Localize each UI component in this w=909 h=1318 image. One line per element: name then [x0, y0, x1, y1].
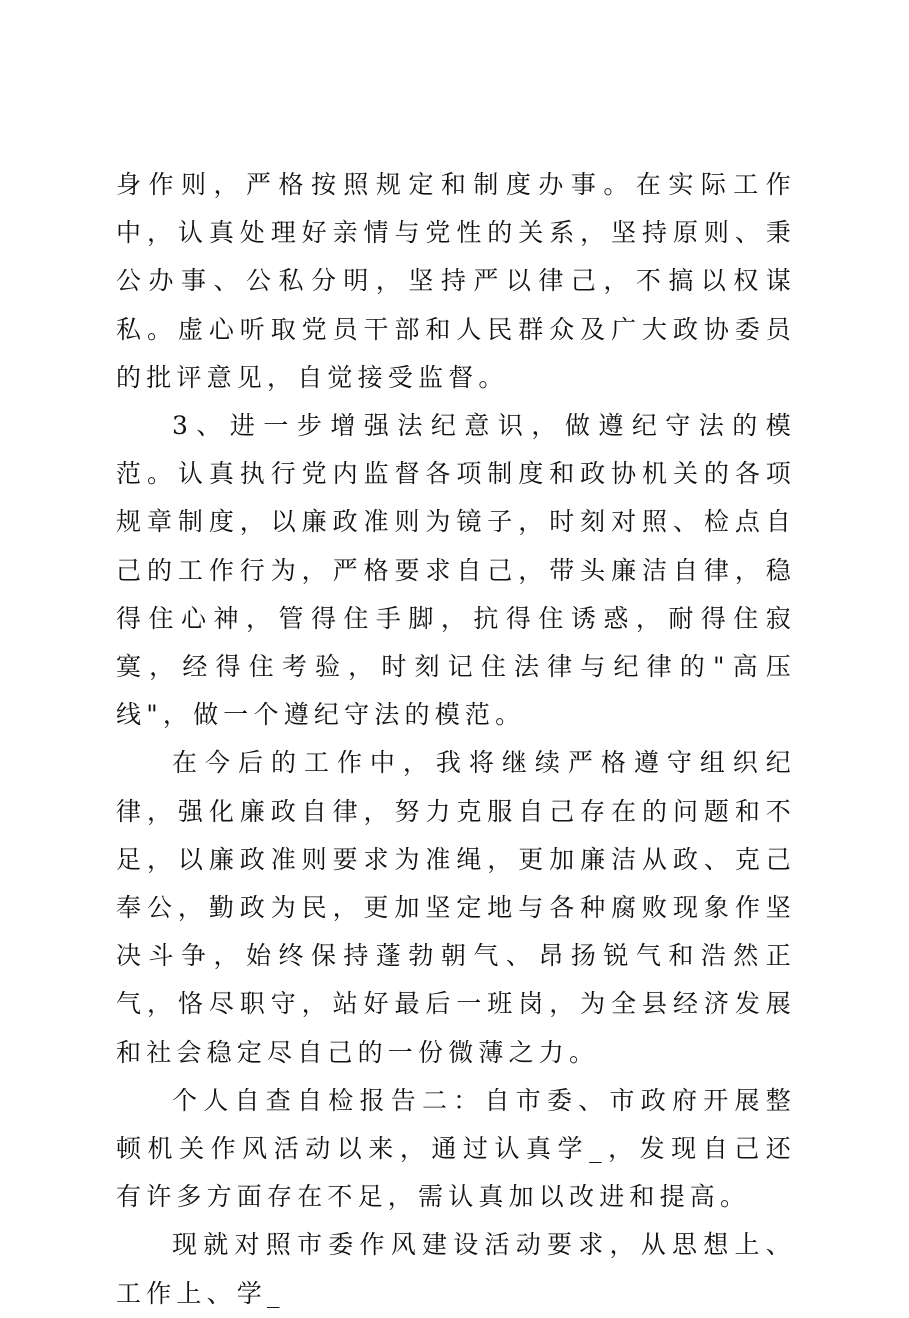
paragraph-4: 个人自查自检报告二：自市委、市政府开展整顿机关作风活动以来，通过认真学_，发现自己还有许多方面存在不足，需认真加以改进和提高。 — [116, 1085, 796, 1212]
paragraph-1: 身作则，严格按照规定和制度办事。在实际工作中，认真处理好亲情与党性的关系，坚持原则、秉公办事、公私分明，坚持严以律己，不搞以权谋私。虚心听取党员干部和人民群众及广大政协委员的批评意见，自觉接受监督。 — [116, 170, 796, 392]
paragraph-5: 现就对照市委作风建设活动要求，从思想上、工作上、学_ — [116, 1230, 796, 1308]
paragraph-2: 3、进一步增强法纪意识，做遵纪守法的模范。认真执行党内监督各项制度和政协机关的各项规章制度，以廉政准则为镜子，时刻对照、检点自己的工作行为，严格要求自己，带头廉洁自律，稳得住心神，管得住手脚，抗得住诱惑，耐得住寂寞，经得住考验，时刻记住法律与纪律的"高压线"，做一个遵纪守法的模范。 — [116, 411, 796, 730]
paragraph-3: 在今后的工作中，我将继续严格遵守组织纪律，强化廉政自律，努力克服自己存在的问题和不足，以廉政准则要求为准绳，更加廉洁从政、克己奉公，勤政为民，更加坚定地与各种腐败现象作坚决斗争，始终保持蓬勃朝气、昂扬锐气和浩然正气，恪尽职守，站好最后一班岗，为全县经济发展和社会稳定尽自己的一份微薄之力。 — [116, 748, 796, 1067]
document-body — [116, 161, 796, 1318]
